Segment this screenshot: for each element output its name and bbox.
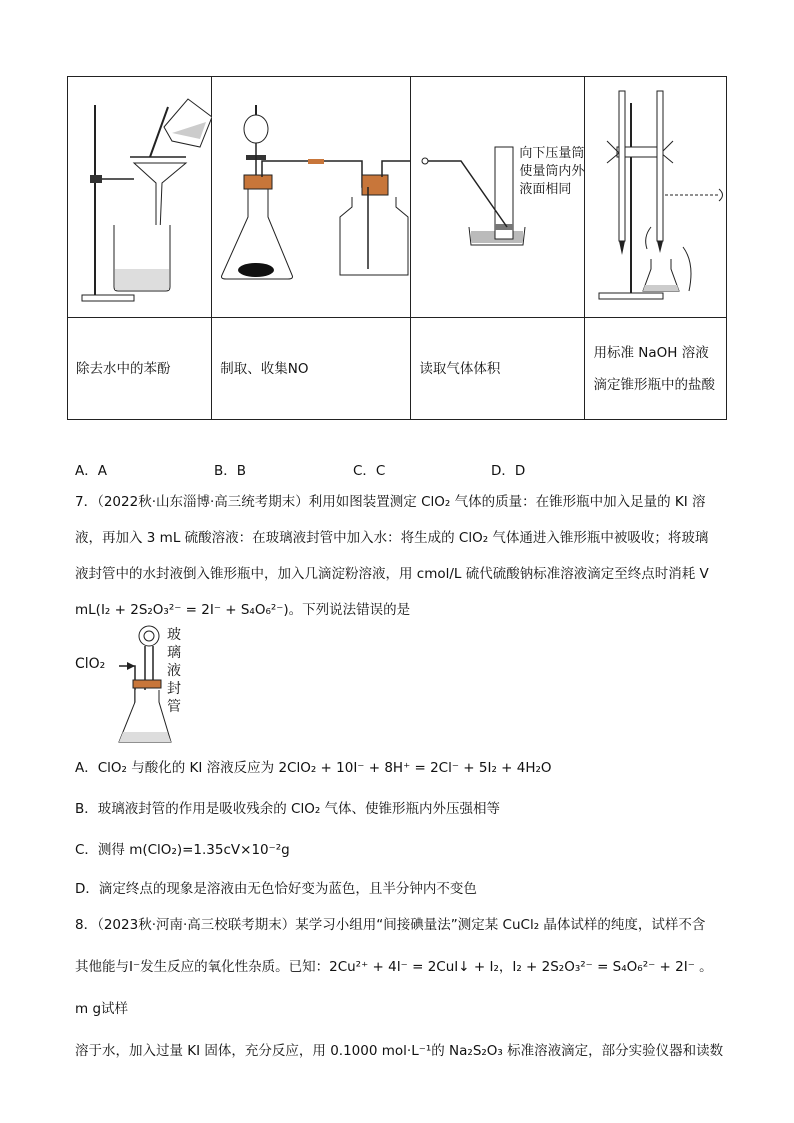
apparatus-table [67, 76, 727, 420]
titration-apparatus-figure [585, 77, 726, 317]
q8-line-3: 溶于水，加入过量 KI 固体，充分反应，用 0.1000 mol·L⁻¹的 Na₂S₂O₃ 标准溶液滴定，部分实验仪器和读数 [75, 1043, 724, 1059]
question-8-stem [75, 904, 725, 1072]
liquid-seal-tube-label: 玻璃液封管 [167, 627, 181, 715]
q7-figure [75, 618, 205, 750]
q7-option-a[interactable]: A．ClO₂ 与酸化的 KI 溶液反应为 2ClO₂ + 10I⁻ + 8H⁺ = 2Cl⁻ + 5I₂ + 4H₂O [75, 760, 552, 776]
choice-d[interactable]: D．D [491, 463, 526, 479]
q7-line-1: 7．（2022秋·山东淄博·高三统考期末）利用如图装置测定 ClO₂ 气体的质量：在锥形瓶中加入足量的 KI 溶 [75, 494, 706, 510]
volume-reading-note: 向下压量筒使量筒内外液面相同 [519, 146, 585, 197]
figure-cell-b [212, 77, 411, 318]
q7-option-d[interactable]: D．滴定终点的现象是溶液由无色恰好变为蓝色，且半分钟内不变色 [75, 881, 477, 897]
clo2-gas-label: ClO₂ [75, 656, 106, 672]
q7-line-2: 液，再加入 3 mL 硫酸溶液：在玻璃液封管中加入水：将生成的 ClO₂ 气体通进入锥形瓶中被吸收；将玻璃 [75, 530, 709, 546]
question-7-stem [75, 484, 725, 628]
figure-cell-d [585, 77, 727, 318]
q7-option-b[interactable]: B．玻璃液封管的作用是吸收残余的 ClO₂ 气体、使锥形瓶内外压强相等 [75, 801, 501, 817]
choice-b[interactable]: B．B [214, 463, 247, 479]
filtration-apparatus-figure [68, 77, 212, 317]
caption-b: 制取、收集NO [212, 318, 411, 420]
q8-line-2: 其他能与I⁻发生反应的氧化性杂质。已知：2Cu²⁺ + 4I⁻ = 2CuI↓ + I₂，I₂ + 2S₂O₃²⁻ = S₄O₆²⁻ + 2I⁻ 。m g试样 [75, 959, 713, 1017]
caption-c: 读取气体体积 [411, 318, 585, 420]
choice-c[interactable]: C．C [353, 463, 386, 479]
caption-a: 除去水中的苯酚 [68, 318, 212, 420]
figure-cell-c [411, 77, 585, 318]
liquid-seal-apparatus-figure [75, 618, 205, 750]
figure-cell-a [68, 77, 212, 318]
q7-line-3: 液封管中的水封液倒入锥形瓶中，加入几滴淀粉溶液，用 cmol/L 硫代硫酸钠标准溶液滴定至终点时消耗 V [75, 566, 709, 582]
q8-line-1: 8．（2023秋·河南·高三校联考期末）某学习小组用“间接碘量法”测定某 CuCl₂ 晶体试样的纯度，试样不含 [75, 917, 706, 933]
q7-line-4: mL(I₂ + 2S₂O₃²⁻ = 2I⁻ + S₄O₆²⁻)。下列说法错误的是 [75, 602, 411, 618]
q7-option-c[interactable]: C．测得 m(ClO₂)=1.35cV×10⁻²g [75, 842, 290, 858]
caption-d: 用标准 NaOH 溶液滴定锥形瓶中的盐酸 [585, 318, 727, 420]
choice-a[interactable]: A．A [75, 463, 107, 479]
no-generation-apparatus-figure [212, 77, 411, 317]
